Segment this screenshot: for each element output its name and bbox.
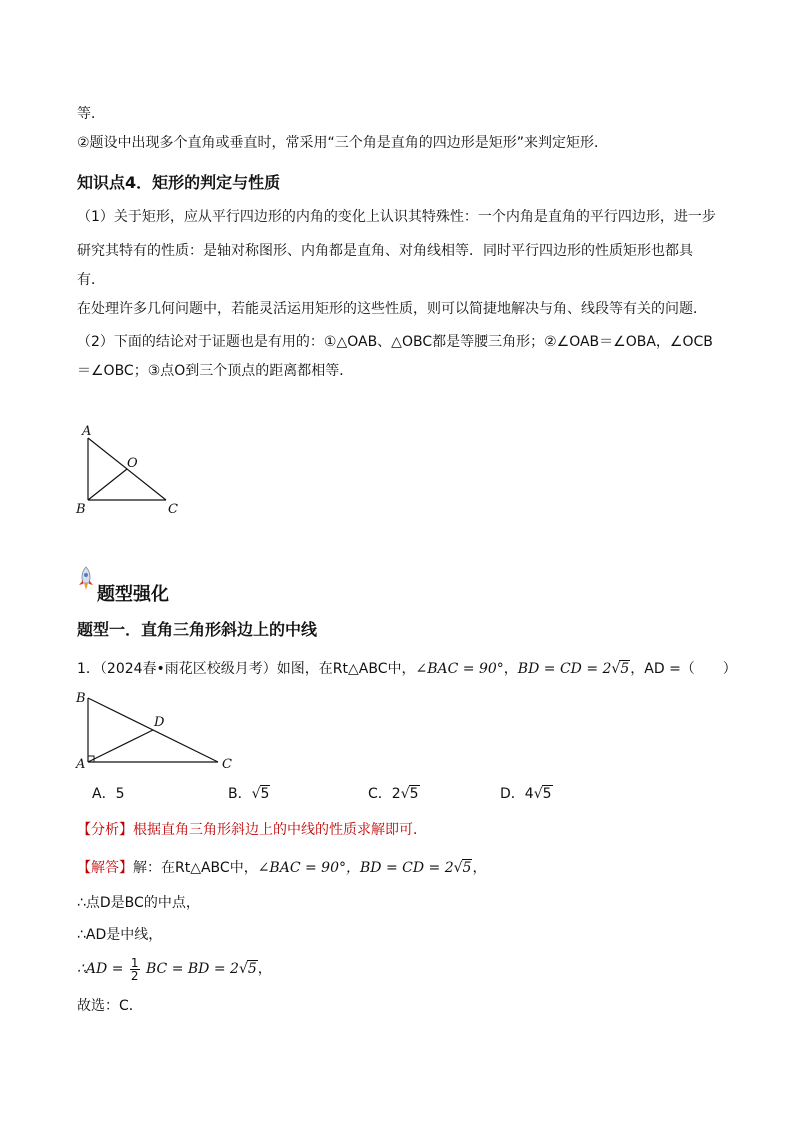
label-a: A <box>76 757 86 772</box>
text-line: 研究其特有的性质：是轴对称图形、内角都是直角、对角线相等．同时平行四边形的性质矩形也都具 <box>77 243 693 259</box>
question-stem: 1．（2024春•雨花区校级月考）如图，在Rt△ABC中，∠BAC = 90°，BD = CD = 2√5，AD =（ ） <box>77 661 737 677</box>
solution-line-1: 【解答】解：在Rt△ABC中，∠BAC = 90°，BD = CD = 2√5， <box>77 860 487 876</box>
label-d: D <box>154 715 165 730</box>
label-c: C <box>168 502 178 517</box>
option-d[interactable]: D．4√5 <box>500 786 552 802</box>
option-b[interactable]: B．√5 <box>228 786 270 802</box>
fraction-half: $\frac{1}{2}$ <box>130 955 139 983</box>
type-heading: 题型一．直角三角形斜边上的中线 <box>77 620 318 639</box>
text-line: ＝∠OBC；③点O到三个顶点的距离都相等． <box>77 363 354 379</box>
right-triangle-figure <box>72 688 242 776</box>
text-line: （1）关于矩形，应从平行四边形的内角的变化上认识其特殊性：一个内角是直角的平行四边形，进一步 <box>77 209 716 225</box>
rocket-icon <box>76 566 96 592</box>
option-c[interactable]: C．2√5 <box>368 786 419 802</box>
option-a[interactable]: A．5 <box>92 786 125 802</box>
text-line: 在处理许多几何问题中，若能灵活运用矩形的这些性质，则可以简捷地解决与角、线段等有关的问题． <box>77 301 707 317</box>
text-line: 等． <box>77 106 105 122</box>
analysis-line: 【分析】根据直角三角形斜边上的中线的性质求解即可． <box>77 822 427 838</box>
segment-ad <box>88 730 153 762</box>
solution-line-3: ∴AD是中线， <box>77 927 163 943</box>
text-line: ②题设中出现多个直角或垂直时，常采用“三个角是直角的四边形是矩形”来判定矩形． <box>77 135 609 151</box>
analysis-tag: 【分析】 <box>77 822 133 838</box>
label-b: B <box>76 502 86 517</box>
solution-tag: 【解答】 <box>77 860 133 876</box>
text-line: 有． <box>77 272 105 288</box>
segment-bo <box>88 469 127 500</box>
section-title: 题型强化 <box>97 584 169 605</box>
solution-line-5: 故选：C． <box>77 998 143 1014</box>
label-b: B <box>76 691 86 706</box>
label-o: O <box>127 456 138 471</box>
label-c: C <box>222 757 232 772</box>
triangle-figure-oabc <box>72 420 192 520</box>
text-line: （2）下面的结论对于证题也是有用的：①△OAB、△OBC都是等腰三角形；②∠OAB＝∠OBA，∠OCB <box>77 334 713 350</box>
knowledge-heading: 知识点4．矩形的判定与性质 <box>77 173 281 192</box>
solution-line-4: ∴AD = $\frac{1}{2}$ BC = BD = 2√5， <box>77 955 272 983</box>
solution-line-2: ∴点D是BC的中点， <box>77 895 200 911</box>
label-a: A <box>82 424 92 439</box>
